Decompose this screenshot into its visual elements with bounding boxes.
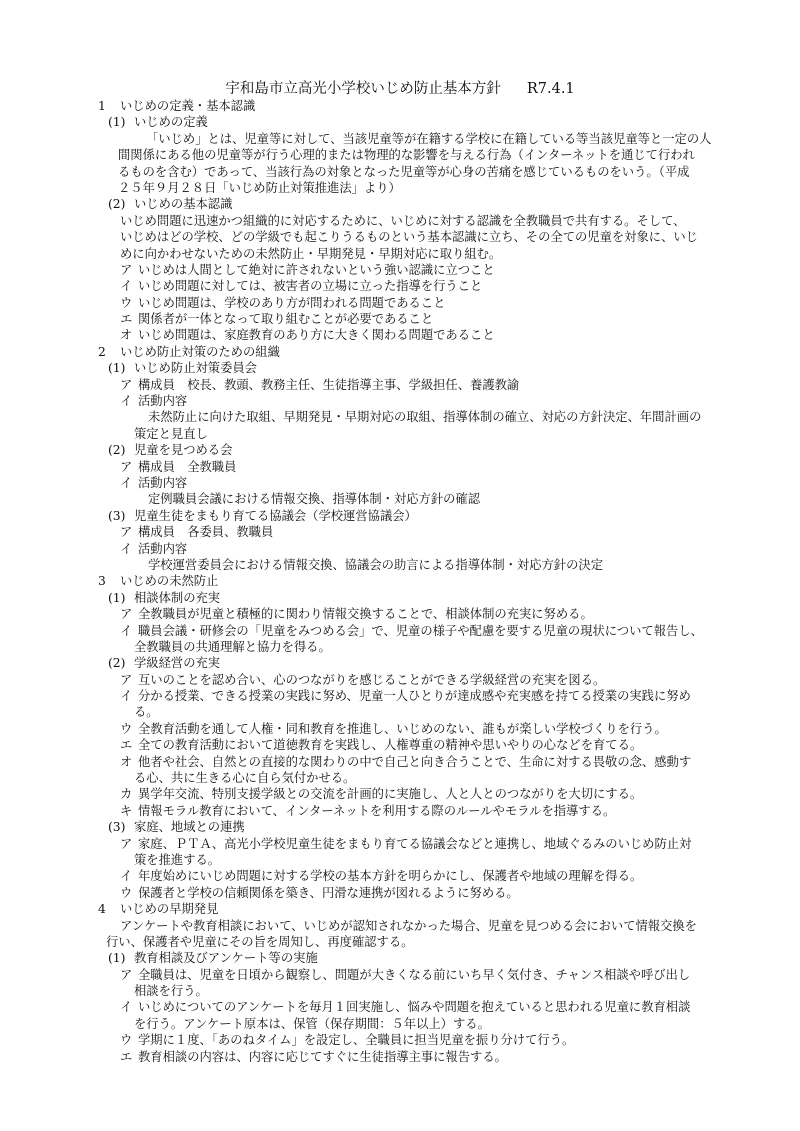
item-marker: イ: [120, 279, 133, 294]
line-text: 「いじめ」とは、児童等に対して、当該児童等が在籍する学校に在籍している等当該児童等と一定の人: [146, 131, 712, 146]
list-item: [0, 311, 800, 327]
line-text: いじめの定義: [134, 115, 208, 130]
line-text: 互いのことを認め合い、心のつながりを感じることができる学級経営の充実を図る。: [138, 672, 606, 687]
paragraph-line: [0, 147, 800, 163]
page-title: [0, 80, 800, 98]
line-text: を行う。アンケート原本は、保管（保存期間：５年以上）する。: [134, 1016, 490, 1031]
list-item: [0, 393, 800, 409]
paragraph-line: [0, 770, 800, 786]
document-body: [0, 98, 800, 1065]
line-text: 他者や社会、自然との直接的な関わりの中で自己と向き合うことで、生命に対する畏敬の念、感動す: [138, 754, 692, 769]
paragraph-line: [0, 164, 800, 180]
subsection-heading: [0, 819, 800, 835]
line-text: 全教育活動を通して人権・同和教育を推進し、いじめのない、誰もが楽しい学校づくりを行う。: [138, 721, 667, 736]
line-text: 分かる授業、できる授業の実践に努め、児童一人ひとりが達成感や充実感を持てる授業の実践に努め: [138, 689, 691, 704]
line-text: 相談体制の充実: [134, 590, 221, 605]
list-item: [0, 967, 800, 983]
section-heading: [0, 98, 800, 114]
paragraph-line: [0, 983, 800, 999]
line-text: 行い、保護者や児童にその旨を周知し、再度確認する。: [106, 934, 414, 949]
list-item: [0, 885, 800, 901]
list-item: [0, 836, 800, 852]
line-text: 職員会議・研修会の「児童をみつめる会」で、児童の様子や配慮を要する児童の現状について報告し、: [138, 623, 703, 638]
list-item: [0, 623, 800, 639]
item-marker: (1): [108, 951, 126, 966]
item-marker: イ: [120, 623, 133, 638]
item-marker: エ: [120, 1049, 133, 1064]
line-text: 児童を見つめる会: [134, 443, 233, 458]
title-text: 宇和島市立高光小学校いじめ防止基本方針: [225, 81, 501, 97]
list-item: [0, 278, 800, 294]
item-marker: 4: [98, 902, 106, 917]
item-marker: ア: [120, 459, 133, 474]
line-text: いじめについてのアンケートを毎月１回実施し、悩みや問題を抱えていると思われる児童に教育相談: [138, 1000, 691, 1015]
list-item: [0, 541, 800, 557]
list-item: [0, 459, 800, 475]
section-heading: [0, 573, 800, 589]
line-text: 未然防止に向けた取組、早期発見・早期対応の取組、指導体制の確立、対応の方針決定、年間計画の: [148, 410, 702, 425]
item-marker: キ: [120, 803, 133, 818]
line-text: 活動内容: [138, 475, 188, 490]
list-item: [0, 327, 800, 343]
line-text: 年度始めにいじめ問題に対する学校の基本方針を明らかにし、保護者や地域の理解を得る。: [138, 869, 643, 884]
paragraph-line: [0, 704, 800, 720]
item-marker: 1: [98, 99, 106, 113]
line-text: 教育相談及びアンケート等の実施: [134, 951, 318, 966]
line-text: 構成員 全教職員: [138, 459, 237, 474]
subsection-heading: [0, 950, 800, 966]
line-text: 教育相談の内容は、内容に応じてすぐに生徒指導主事に報告する。: [138, 1049, 507, 1064]
paragraph-line: [0, 229, 800, 245]
line-text: いじめはどの学校、どの学級でも起こりうるものという基本認識に立ち、その全ての児童を対象に、いじ: [120, 230, 698, 245]
paragraph-line: [0, 491, 800, 507]
subsection-heading: [0, 590, 800, 606]
paragraph-line: [0, 852, 800, 868]
line-text: 全教職員の共通理解と協力を得る。: [134, 639, 331, 654]
list-item: [0, 721, 800, 737]
item-marker: イ: [120, 394, 133, 409]
item-marker: (3): [108, 508, 126, 523]
line-text: いじめ防止対策のための組織: [120, 344, 280, 359]
item-marker: ア: [120, 672, 133, 687]
line-text: 相談を行う。: [134, 984, 208, 999]
line-text: いじめの基本認識: [134, 197, 233, 212]
line-text: 児童生徒をまもり育てる協議会（学校運営協議会）: [134, 508, 417, 523]
line-text: アンケートや教育相談において、いじめが認知されなかった場合、児童を見つめる会において情報交換を: [120, 918, 697, 933]
item-marker: 3: [98, 574, 106, 589]
list-item: [0, 688, 800, 704]
item-marker: オ: [120, 754, 133, 769]
item-marker: ア: [120, 836, 133, 851]
line-text: 策を推進する。: [134, 852, 221, 867]
item-marker: (2): [108, 443, 126, 458]
subsection-heading: [0, 442, 800, 458]
item-marker: オ: [120, 328, 133, 343]
item-marker: (3): [108, 820, 126, 835]
item-marker: ア: [120, 377, 133, 392]
line-text: 家庭、ＰＴＡ、高光小学校児童生徒をまもり育てる協議会などと連携し、地域ぐるみのいじめ防止対: [138, 836, 692, 851]
subsection-heading: [0, 360, 800, 376]
line-text: 構成員 各委員、教職員: [138, 525, 274, 540]
list-item: [0, 803, 800, 819]
line-text: めに向かわせないための未然防止・早期発見・早期対応に取り組む。: [120, 246, 502, 261]
list-item: [0, 1032, 800, 1048]
line-text: 間関係にある他の児童等が行う心理的または物理的な影響を与える行為（インターネットを通じて行われ: [118, 148, 695, 163]
line-text: 学校運営委員会における情報交換、協議会の助言による指導体制・対応方針の決定: [148, 557, 603, 572]
list-item: [0, 524, 800, 540]
item-marker: ウ: [120, 295, 133, 310]
line-text: いじめ問題は、学校のあり方が問われる問題であること: [138, 295, 446, 310]
document-date: R7.4.1: [526, 81, 575, 97]
item-marker: ウ: [120, 1033, 133, 1048]
line-text: いじめの早期発見: [120, 902, 219, 917]
subsection-heading: [0, 655, 800, 671]
item-marker: (1): [108, 361, 126, 376]
list-item: [0, 1049, 800, 1065]
line-text: 情報モラル教育において、インターネットを利用する際のルールやモラルを指導する。: [138, 803, 616, 818]
item-marker: イ: [120, 541, 133, 556]
line-text: ２５年９月２８日「いじめ防止対策推進法」より）: [118, 180, 401, 195]
line-text: る。: [134, 705, 159, 720]
subsection-heading: [0, 508, 800, 524]
list-item: [0, 377, 800, 393]
subsection-heading: [0, 114, 800, 130]
list-item: [0, 672, 800, 688]
list-item: [0, 786, 800, 802]
line-text: いじめの未然防止: [120, 574, 219, 589]
list-item: [0, 475, 800, 491]
item-marker: エ: [120, 312, 133, 327]
line-text: 活動内容: [138, 394, 188, 409]
line-text: るものを含む）であって、当該行為の対象となった児童等が心身の苦痛を感じているものをいう。（平成: [118, 164, 690, 179]
paragraph-line: [0, 639, 800, 655]
line-text: 全ての教育活動において道徳教育を実践し、人権尊重の精神や思いやりの心などを育てる。: [138, 738, 643, 753]
paragraph-line: [0, 557, 800, 573]
list-item: [0, 754, 800, 770]
line-text: 異学年交流、特別支援学級との交流を計画的に実施し、人と人とのつながりを大切にする。: [138, 787, 643, 802]
paragraph-line: [0, 1016, 800, 1032]
item-marker: イ: [120, 475, 133, 490]
line-text: いじめ問題は、家庭教育のあり方に大きく関わる問題であること: [138, 328, 495, 343]
line-text: 学期に１度、「あのねタイム」を設定し、全職員に担当児童を振り分けて行う。: [138, 1033, 575, 1048]
paragraph-line: [0, 934, 800, 950]
line-text: 策定と見直し: [134, 426, 208, 441]
item-marker: ア: [120, 262, 133, 277]
item-marker: カ: [120, 787, 133, 802]
section-heading: [0, 344, 800, 360]
line-text: いじめ問題に迅速かつ組織的に対応するために、いじめに対する認識を全教職員で共有する。そして、: [120, 213, 686, 228]
item-marker: 2: [98, 344, 106, 359]
paragraph-line: [0, 131, 800, 147]
line-text: 学級経営の充実: [134, 656, 221, 671]
line-text: いじめ問題に対しては、被害者の立場に立った指導を行うこと: [138, 279, 483, 294]
line-text: 定例職員会議における情報交換、指導体制・対応方針の確認: [148, 492, 481, 507]
list-item: [0, 295, 800, 311]
subsection-heading: [0, 196, 800, 212]
line-text: 関係者が一体となって取り組むことが必要であること: [138, 312, 434, 327]
section-heading: [0, 901, 800, 917]
paragraph-line: [0, 180, 800, 196]
line-text: 構成員 校長、教頭、教務主任、生徒指導主事、学級担任、養護教諭: [138, 377, 520, 392]
line-text: いじめの定義・基本認識: [120, 99, 256, 113]
item-marker: (2): [108, 656, 126, 671]
item-marker: イ: [120, 689, 133, 704]
item-marker: イ: [120, 1000, 133, 1015]
item-marker: ウ: [120, 885, 133, 900]
list-item: [0, 999, 800, 1015]
item-marker: ウ: [120, 721, 133, 736]
line-text: 家庭、地域との連携: [134, 820, 245, 835]
item-marker: (1): [108, 115, 126, 130]
paragraph-line: [0, 246, 800, 262]
line-text: 全職員は、児童を日頃から観察し、問題が大きくなる前にいち早く気付き、チャンス相談や呼び出し: [138, 967, 691, 982]
list-item: [0, 262, 800, 278]
item-marker: ア: [120, 967, 133, 982]
item-marker: (1): [108, 590, 126, 605]
paragraph-line: [0, 426, 800, 442]
line-text: いじめ防止対策委員会: [134, 361, 257, 376]
line-text: 活動内容: [138, 541, 188, 556]
line-text: 全教職員が児童と積極的に関わり情報交換することで、相談体制の充実に努める。: [138, 607, 593, 622]
line-text: いじめは人間として絶対に許されないという強い認識に立つこと: [138, 262, 495, 277]
paragraph-line: [0, 918, 800, 934]
item-marker: エ: [120, 738, 133, 753]
list-item: [0, 737, 800, 753]
item-marker: ア: [120, 607, 133, 622]
item-marker: ア: [120, 525, 133, 540]
list-item: [0, 868, 800, 884]
list-item: [0, 606, 800, 622]
line-text: る心、共に生きる心に自ら気付かせる。: [134, 771, 356, 786]
paragraph-line: [0, 409, 800, 425]
line-text: 保護者と学校の信頼関係を築き、円滑な連携が図れるように努める。: [138, 885, 519, 900]
paragraph-line: [0, 213, 800, 229]
item-marker: イ: [120, 869, 133, 884]
item-marker: (2): [108, 197, 126, 212]
